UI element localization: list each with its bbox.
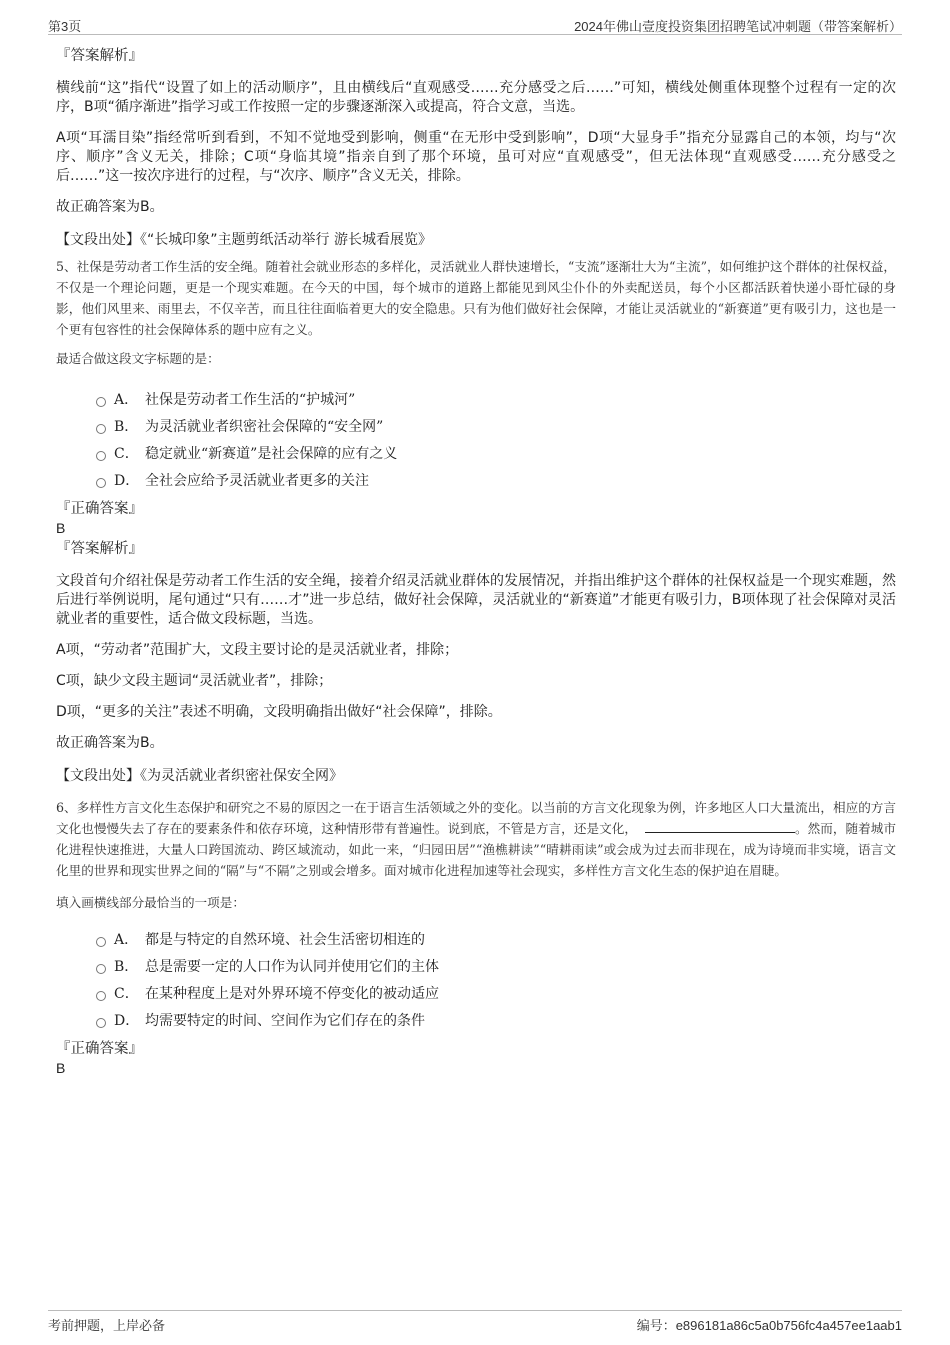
page-footer <box>48 1310 902 1333</box>
analysis-label: 『答案解析』 <box>56 541 143 557</box>
option-d[interactable]: D． 全社会应给予灵活就业者更多的关注 <box>56 468 896 495</box>
page-header <box>48 14 902 35</box>
analysis-conclusion: 故正确答案为B。 <box>56 199 164 215</box>
analysis-paragraph: D项，“更多的关注”表述不明确，文段明确指出做好“社会保障”，排除。 <box>56 704 502 720</box>
radio-circle-icon[interactable] <box>96 424 106 434</box>
option-c[interactable]: C． 在某种程度上是对外界环境不停变化的被动适应 <box>56 981 896 1008</box>
radio-circle-icon[interactable] <box>96 1018 106 1028</box>
option-d[interactable]: D． 均需要特定的时间、空间作为它们存在的条件 <box>56 1008 896 1035</box>
source-citation: 【文段出处】《为灵活就业者织密社保安全网》 <box>56 768 343 784</box>
analysis-label: 『答案解析』 <box>56 48 143 64</box>
question-5-options <box>56 387 896 495</box>
footer-slogan: 考前押题，上岸必备 <box>48 1318 166 1333</box>
option-a[interactable]: A． 都是与特定的自然环境、社会生活密切相连的 <box>56 927 896 954</box>
source-citation: 【文段出处】《“长城印象”主题剪纸活动举行 游长城看展览》 <box>56 232 432 248</box>
analysis-paragraph: C项，缺少文段主题词“灵活就业者”，排除； <box>56 673 333 689</box>
option-c[interactable]: C． 稳定就业“新赛道”是社会保障的应有之义 <box>56 441 896 468</box>
radio-circle-icon[interactable] <box>96 964 106 974</box>
radio-circle-icon[interactable] <box>96 451 106 461</box>
option-b[interactable]: B． 总是需要一定的人口作为认同并使用它们的主体 <box>56 954 896 981</box>
document-title: 2024年佛山壹度投资集团招聘笔试冲刺题（带答案解析） <box>574 19 902 34</box>
question-6-prompt: 填入画横线部分最恰当的一项是： <box>56 895 245 910</box>
correct-answer: B <box>56 1060 66 1076</box>
radio-circle-icon[interactable] <box>96 478 106 488</box>
option-a[interactable]: A． 社保是劳动者工作生活的“护城河” <box>56 387 896 414</box>
document-id: 编号：e896181a86c5a0b756fc4a457ee1aab1 <box>636 1318 902 1333</box>
question-6-options <box>56 927 896 1035</box>
page-number: 第3页 <box>48 19 82 34</box>
correct-answer-label: 『正确答案』 <box>56 501 143 517</box>
option-b[interactable]: B． 为灵活就业者织密社会保障的“安全网” <box>56 414 896 441</box>
fill-blank-line <box>645 820 795 833</box>
analysis-paragraph: 文段首句介绍社保是劳动者工作生活的安全绳，接着介绍灵活就业群体的发展情况，并指出维护这个群体的社保权益是一个现实难题，然后进行举例说明，尾句通过“只有……才”进一步总结，做好社会保障，灵活就业的“新赛道”才能更有吸引力，B项体现了社会保障对灵活就业者的重要性，适合做文段标题，当选。 <box>56 573 896 627</box>
question-6-text: 6、多样性方言文化生态保护和研究之不易的原因之一在于语言生活领域之外的变化。以当前的方言文化现象为例，许多地区人口大量流出，相应的方言文化也慢慢失去了存在的要素条件和依存环境，这种情形带有普遍性。说到底，不管是方言，还是文化， 。然而，随着城市化进程快速推进，大量人口跨国流动、跨区域流动，如此一来，“归园田居”“渔樵耕读”“晴耕雨读”或会成为过去而非现在，成为诗境而非实境，语言文化里的世界和现实世界之间的“隔”与“不隔”之别或会增多。面对城市化进程加速等社会现实，多样性方言文化生态的保护迫在眉睫。 <box>56 800 897 878</box>
document-body <box>56 46 896 1077</box>
analysis-paragraph: A项，“劳动者”范围扩大，文段主要讨论的是灵活就业者，排除； <box>56 642 459 658</box>
analysis-conclusion: 故正确答案为B。 <box>56 735 164 751</box>
radio-circle-icon[interactable] <box>96 937 106 947</box>
radio-circle-icon[interactable] <box>96 991 106 1001</box>
question-5-text: 5、社保是劳动者工作生活的安全绳。随着社会就业形态的多样化，灵活就业人群快速增长，“支流”逐渐壮大为“主流”，如何维护这个群体的社保权益，不仅是一个理论问题，更是一个现实难题。在今天的中国，每个城市的道路上都能见到风尘仆仆的外卖配送员，每个小区都活跃着快递小哥忙碌的身影，他们风里来、雨里去，不仅辛苦，而且往往面临着更大的安全隐患。只有为他们做好社会保障，才能让灵活就业的“新赛道”更有吸引力，这也是一个更有包容性的社会保障体系的题中应有之义。 <box>56 259 896 337</box>
analysis-paragraph: A项“耳濡目染”指经常听到看到，不知不觉地受到影响，侧重“在无形中受到影响”，D项“大显身手”指充分显露自己的本领，均与“次序、顺序”含义无关，排除；C项“身临其境”指亲自到了那个环境，虽可对应“直观感受”，但无法体现“直观感受……充分感受之后……”这一按次序进行的过程，与“次序、顺序”含义无关，排除。 <box>56 130 896 184</box>
correct-answer: B <box>56 520 66 536</box>
radio-circle-icon[interactable] <box>96 397 106 407</box>
correct-answer-label: 『正确答案』 <box>56 1041 143 1057</box>
question-5-prompt: 最适合做这段文字标题的是： <box>56 351 220 366</box>
analysis-paragraph: 横线前“这”指代“设置了如上的活动顺序”，且由横线后“直观感受……充分感受之后……”可知，横线处侧重体现整个过程有一定的次序，B项“循序渐进”指学习或工作按照一定的步骤逐渐深入或提高，符合文意，当选。 <box>56 80 896 115</box>
